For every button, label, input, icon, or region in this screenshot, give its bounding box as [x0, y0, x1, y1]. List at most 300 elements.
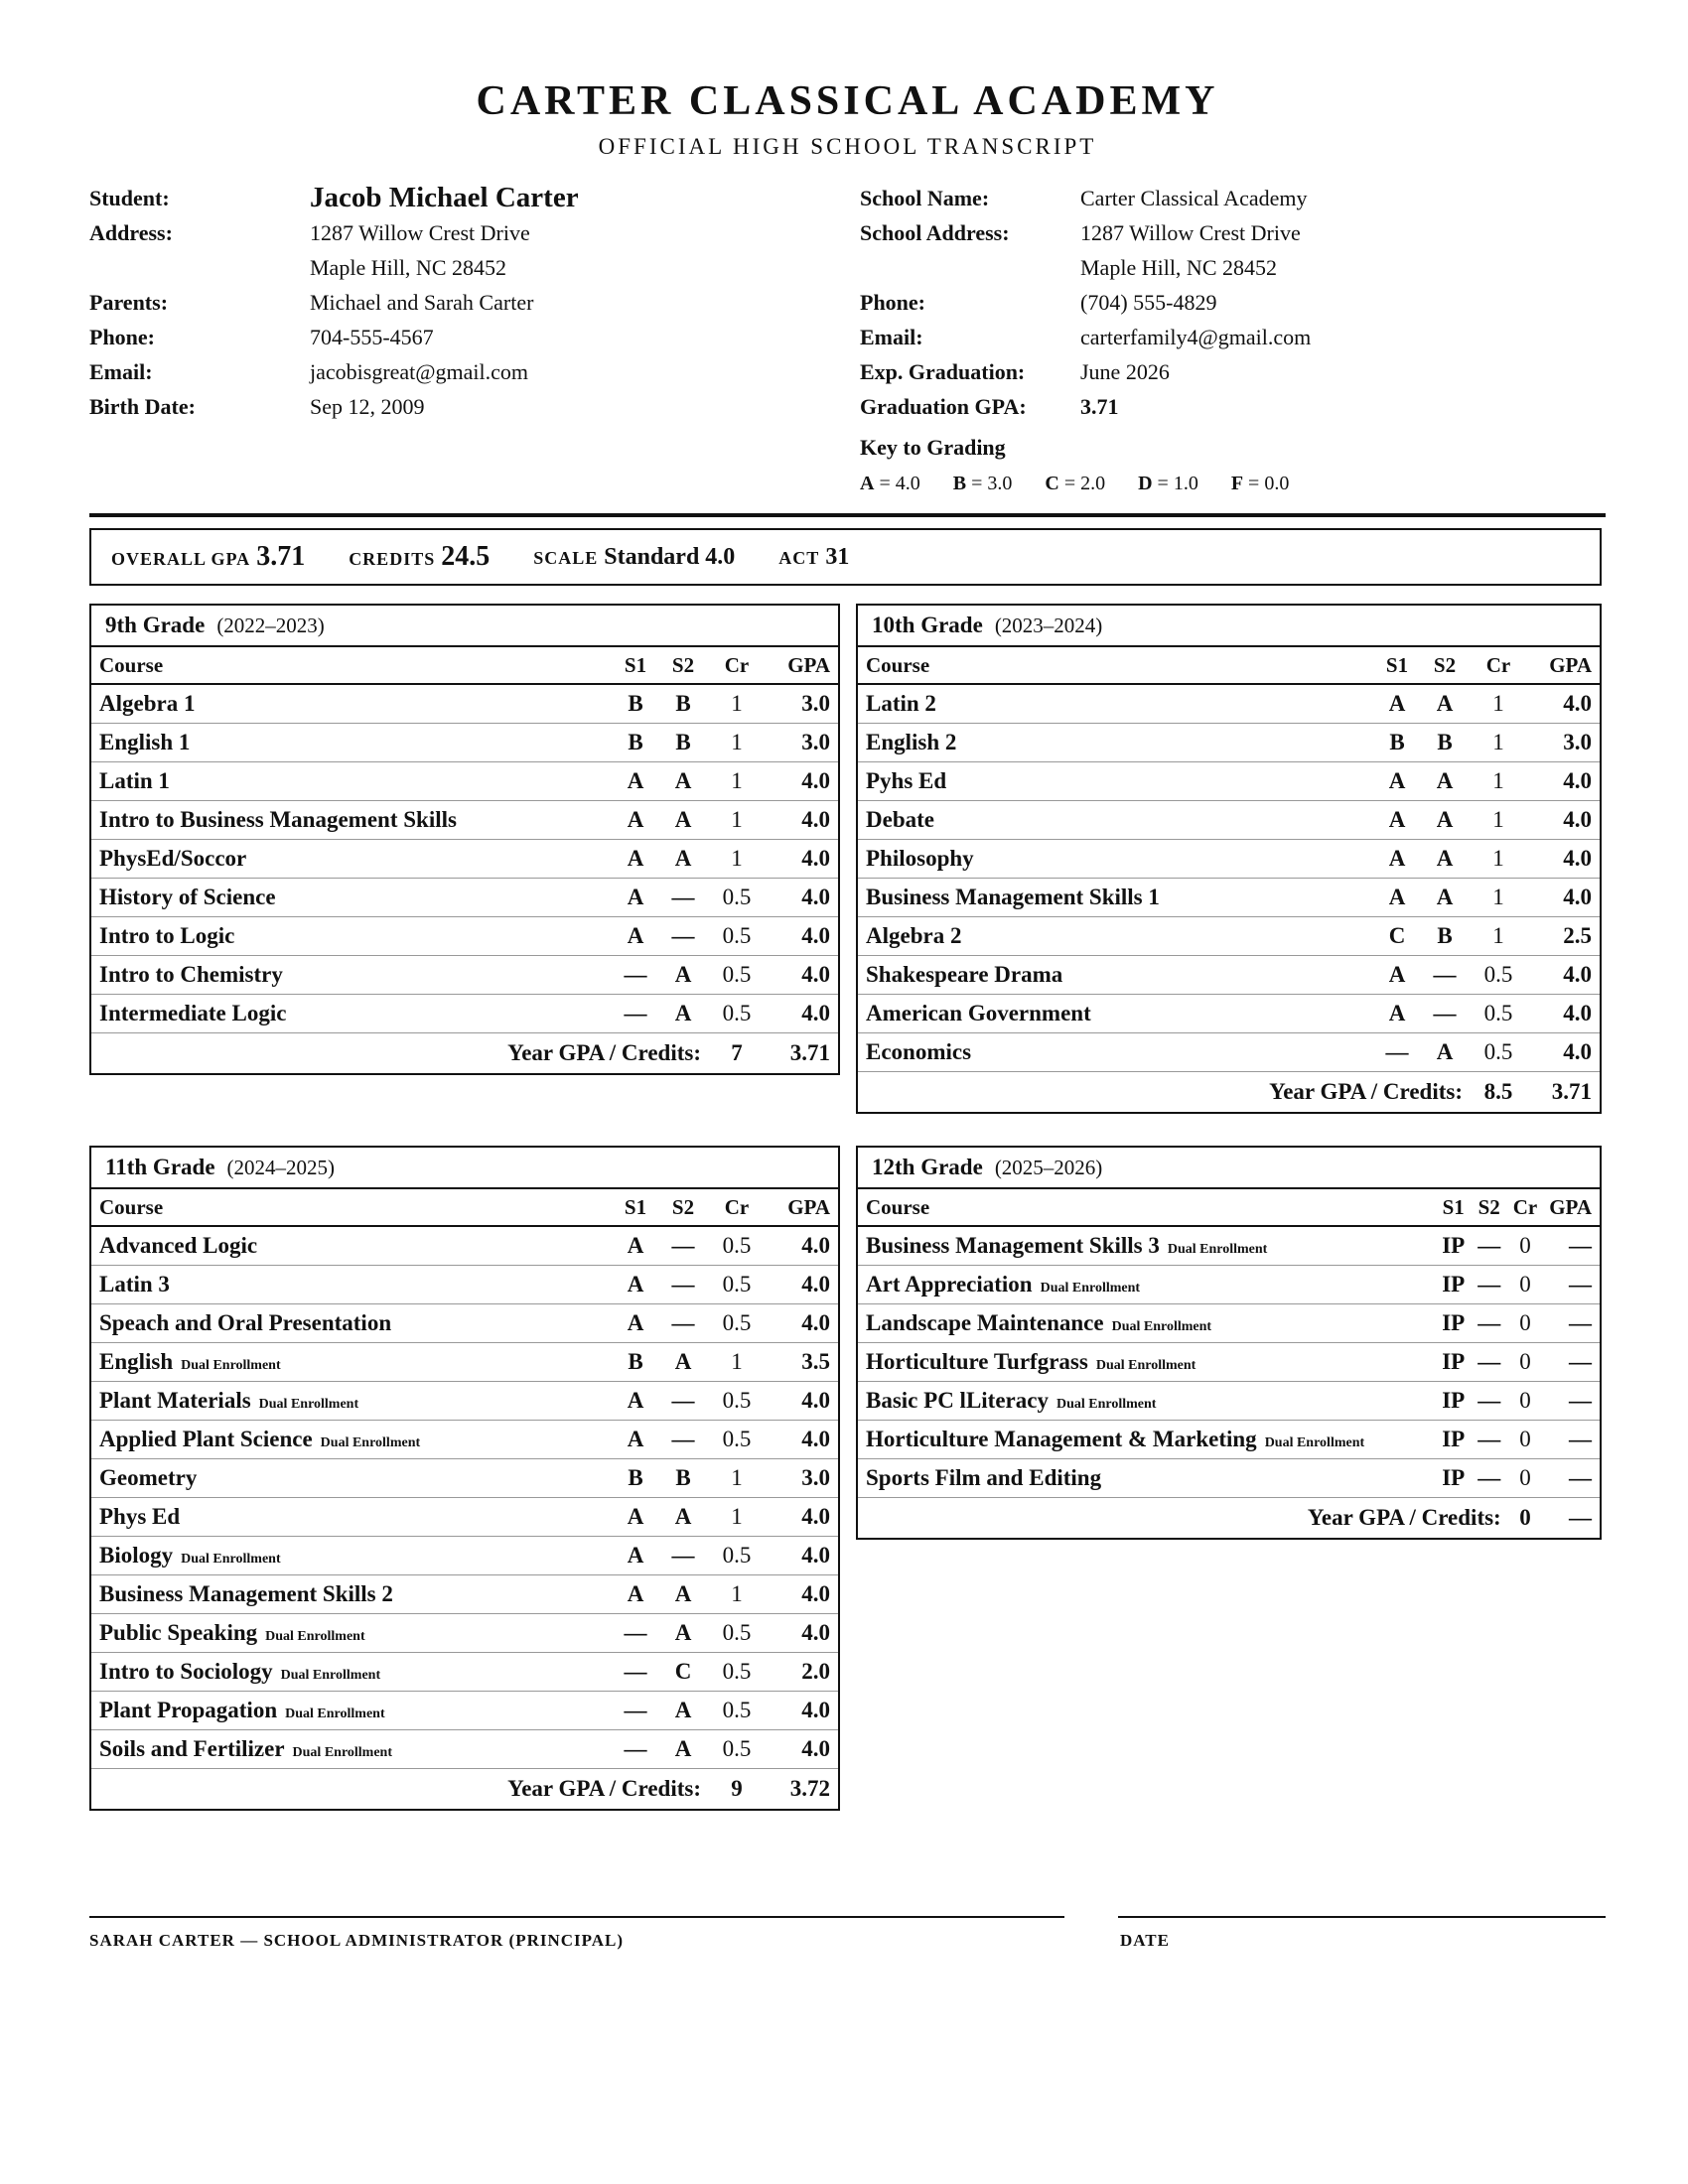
grading-key: [860, 466, 1606, 501]
semester2-grade: —: [1421, 956, 1469, 995]
course-title: English 2: [866, 730, 957, 754]
course-credits: 1: [707, 762, 767, 801]
course-title: Debate: [866, 807, 934, 832]
course-gpa: 4.0: [1528, 801, 1600, 840]
course-row: [91, 1730, 838, 1769]
course-credits: 0.5: [707, 1537, 767, 1575]
course-row: [91, 1653, 838, 1692]
course-row: [91, 762, 838, 801]
semester1-grade: —: [612, 1730, 659, 1769]
semester2-grade: —: [1421, 995, 1469, 1033]
credit-col-header: Cr: [707, 647, 767, 684]
birth-label: Birth Date:: [89, 394, 196, 419]
semester1-grade: A: [1373, 879, 1421, 917]
course-row: [858, 995, 1600, 1033]
course-name: [858, 917, 1373, 956]
course-name: [858, 801, 1373, 840]
course-row: [91, 801, 838, 840]
course-row: [91, 995, 838, 1033]
school-address-label: School Address:: [860, 220, 1010, 245]
course-gpa: 4.0: [767, 1304, 838, 1343]
school-address-line2: Maple Hill, NC 28452: [1080, 255, 1277, 280]
semester2-grade: —: [1472, 1459, 1507, 1498]
course-title: English: [99, 1349, 174, 1374]
course-title: Philosophy: [866, 846, 974, 871]
course-row: [858, 1033, 1600, 1072]
column-header-row: [91, 647, 838, 684]
course-name: [91, 1730, 612, 1769]
course-credits: 0: [1507, 1266, 1544, 1304]
course-name: [91, 1343, 612, 1382]
course-name: [858, 684, 1373, 724]
student-phone: 704-555-4567: [310, 325, 434, 349]
semester1-grade: A: [612, 762, 659, 801]
course-name: [91, 684, 612, 724]
course-row: [91, 724, 838, 762]
address-label: Address:: [89, 220, 173, 245]
course-credits: 1: [707, 801, 767, 840]
course-gpa: 3.5: [767, 1343, 838, 1382]
course-gpa: 4.0: [767, 1266, 838, 1304]
year-total-row: [91, 1033, 838, 1074]
grade-header: [858, 1148, 1600, 1189]
course-title: Art Appreciation: [866, 1272, 1033, 1297]
course-table: [858, 647, 1600, 1112]
act-score: ACT 31: [778, 543, 850, 570]
course-name: [91, 840, 612, 879]
grade-9-table: [89, 604, 840, 1075]
course-name: [91, 1304, 612, 1343]
semester1-grade: A: [612, 840, 659, 879]
course-row: [858, 1343, 1600, 1382]
course-row: [91, 1266, 838, 1304]
course-gpa: 4.0: [1528, 684, 1600, 724]
semester1-grade: B: [612, 684, 659, 724]
semester1-grade: IP: [1436, 1304, 1472, 1343]
grade-name: 10th Grade: [872, 613, 983, 637]
semester1-grade: —: [612, 1692, 659, 1730]
course-credits: 0: [1507, 1343, 1544, 1382]
course-name: [91, 1382, 612, 1421]
header-divider: [89, 513, 1606, 517]
semester2-grade: A: [1421, 762, 1469, 801]
signature-line: [89, 1916, 1064, 1918]
course-name: [91, 1498, 612, 1537]
year-total-credits: 7: [731, 1040, 743, 1065]
semester1-grade: IP: [1436, 1266, 1472, 1304]
school-phone: (704) 555-4829: [1080, 290, 1217, 315]
year-total-row: [858, 1072, 1600, 1113]
course-row: [858, 1304, 1600, 1343]
dual-enrollment-tag: Dual Enrollment: [1264, 1435, 1365, 1450]
course-credits: 0.5: [707, 1226, 767, 1266]
course-name: [91, 1575, 612, 1614]
course-title: Economics: [866, 1039, 972, 1064]
semester1-grade: A: [612, 1266, 659, 1304]
student-label: Student:: [89, 186, 170, 210]
school-email: carterfamily4@gmail.com: [1080, 325, 1312, 349]
course-gpa: 4.0: [767, 995, 838, 1033]
administrator-signature-label: SARAH CARTER — SCHOOL ADMINISTRATOR (PRINCIPAL): [89, 1931, 625, 1950]
grading-key-heading: Key to Grading: [860, 435, 1006, 460]
course-table: [91, 647, 838, 1073]
course-credits: 0.5: [707, 879, 767, 917]
student-info: [89, 181, 784, 424]
grade-12-table: [856, 1146, 1602, 1540]
course-credits: 0.5: [707, 995, 767, 1033]
course-name: [858, 1382, 1436, 1421]
course-credits: 1: [1469, 917, 1528, 956]
grade-years: (2023–2024): [994, 613, 1103, 637]
semester1-grade: A: [612, 1304, 659, 1343]
course-credits: 0.5: [707, 1304, 767, 1343]
semester2-grade: A: [659, 1614, 707, 1653]
course-credits: 1: [1469, 724, 1528, 762]
parents-label: Parents:: [89, 290, 169, 315]
course-name: [91, 1537, 612, 1575]
course-credits: 0.5: [707, 1614, 767, 1653]
semester2-grade: B: [659, 1459, 707, 1498]
course-title: Sports Film and Editing: [866, 1465, 1102, 1490]
year-total-credits: 0: [1519, 1505, 1531, 1530]
course-table: [91, 1189, 838, 1809]
semester2-grade: —: [659, 1382, 707, 1421]
course-title: Intro to Sociology: [99, 1659, 273, 1684]
course-title: Biology: [99, 1543, 174, 1568]
course-gpa: 4.0: [767, 1537, 838, 1575]
course-row: [91, 1537, 838, 1575]
course-credits: 0.5: [1469, 1033, 1528, 1072]
course-row: [91, 840, 838, 879]
semester1-grade: A: [1373, 684, 1421, 724]
semester1-grade: —: [612, 956, 659, 995]
course-title: Latin 1: [99, 768, 170, 793]
course-name: [858, 1033, 1373, 1072]
dual-enrollment-tag: Dual Enrollment: [1040, 1281, 1141, 1296]
semester2-grade: B: [1421, 724, 1469, 762]
overall-gpa: OVERALL GPA 3.71: [111, 541, 306, 572]
grad-date: June 2026: [1080, 359, 1170, 384]
semester2-grade: A: [1421, 1033, 1469, 1072]
gpa-col-header: GPA: [1528, 647, 1600, 684]
semester2-grade: —: [659, 1537, 707, 1575]
grade-name: 9th Grade: [105, 613, 206, 637]
student-email: jacobisgreat@gmail.com: [310, 359, 529, 384]
grad-gpa: 3.71: [1080, 394, 1119, 419]
course-gpa: 3.0: [767, 684, 838, 724]
course-name: [91, 995, 612, 1033]
course-row: [858, 762, 1600, 801]
gpa-col-header: GPA: [1543, 1189, 1600, 1226]
school-email-label: Email:: [860, 325, 923, 349]
course-row: [91, 1382, 838, 1421]
course-title: Business Management Skills 2: [99, 1581, 393, 1606]
year-total-label: Year GPA / Credits:: [1269, 1079, 1463, 1104]
grad-label: Exp. Graduation:: [860, 359, 1026, 384]
semester1-grade: —: [1373, 1033, 1421, 1072]
key-item: F = 0.0: [1230, 473, 1290, 494]
course-credits: 0.5: [707, 956, 767, 995]
course-row: [91, 1459, 838, 1498]
semester2-grade: A: [659, 1498, 707, 1537]
gpa-col-header: GPA: [767, 647, 838, 684]
dual-enrollment-tag: Dual Enrollment: [1095, 1358, 1196, 1373]
course-title: History of Science: [99, 885, 276, 909]
semester1-grade: C: [1373, 917, 1421, 956]
course-gpa: 4.0: [1528, 840, 1600, 879]
semester1-grade: A: [612, 1575, 659, 1614]
course-gpa: 4.0: [767, 879, 838, 917]
course-gpa: 3.0: [1528, 724, 1600, 762]
semester1-grade: A: [612, 1382, 659, 1421]
course-gpa: 4.0: [1528, 995, 1600, 1033]
year-total-credits: 8.5: [1483, 1079, 1513, 1104]
course-gpa: 4.0: [767, 1614, 838, 1653]
course-row: [91, 1498, 838, 1537]
semester1-grade: A: [612, 917, 659, 956]
course-gpa: —: [1543, 1421, 1600, 1459]
year-total-row: [91, 1769, 838, 1810]
course-credits: 0.5: [1469, 995, 1528, 1033]
column-header-row: [858, 647, 1600, 684]
semester2-grade: —: [1472, 1226, 1507, 1266]
course-credits: 1: [707, 1459, 767, 1498]
course-title: Intro to Chemistry: [99, 962, 283, 987]
semester1-grade: A: [1373, 762, 1421, 801]
dual-enrollment-tag: Dual Enrollment: [265, 1629, 365, 1644]
course-title: Business Management Skills 3: [866, 1233, 1160, 1258]
course-row: [858, 1382, 1600, 1421]
course-name: [91, 1266, 612, 1304]
dual-enrollment-tag: Dual Enrollment: [181, 1358, 281, 1373]
course-name: [858, 724, 1373, 762]
grade-header: [91, 606, 838, 647]
course-name: [91, 1614, 612, 1653]
course-name: [858, 1226, 1436, 1266]
total-credits: CREDITS 24.5: [349, 541, 491, 572]
s1-col-header: S1: [612, 647, 659, 684]
course-title: Public Speaking: [99, 1620, 258, 1645]
course-credits: 0: [1507, 1421, 1544, 1459]
course-credits: 1: [1469, 801, 1528, 840]
s1-col-header: S1: [1436, 1189, 1472, 1226]
semester2-grade: A: [659, 1575, 707, 1614]
course-name: [858, 1421, 1436, 1459]
course-row: [858, 1421, 1600, 1459]
year-total-label: Year GPA / Credits:: [507, 1776, 701, 1801]
dual-enrollment-tag: Dual Enrollment: [292, 1745, 393, 1760]
course-title: Plant Propagation: [99, 1698, 278, 1722]
s2-col-header: S2: [1472, 1189, 1507, 1226]
course-credits: 0.5: [707, 1653, 767, 1692]
semester2-grade: A: [659, 1692, 707, 1730]
semester2-grade: A: [659, 995, 707, 1033]
course-gpa: —: [1543, 1382, 1600, 1421]
course-title: Soils and Fertilizer: [99, 1736, 285, 1761]
course-credits: 1: [1469, 840, 1528, 879]
semester2-grade: —: [659, 1421, 707, 1459]
semester1-grade: A: [612, 1226, 659, 1266]
semester2-grade: C: [659, 1653, 707, 1692]
course-name: [858, 1304, 1436, 1343]
semester1-grade: A: [1373, 995, 1421, 1033]
semester2-grade: B: [659, 684, 707, 724]
course-title: Shakespeare Drama: [866, 962, 1063, 987]
s2-col-header: S2: [659, 647, 707, 684]
credit-col-header: Cr: [707, 1189, 767, 1226]
course-title: Horticulture Turfgrass: [866, 1349, 1088, 1374]
course-credits: 0.5: [707, 1266, 767, 1304]
school-address-line1: 1287 Willow Crest Drive: [1080, 220, 1301, 245]
course-gpa: —: [1543, 1266, 1600, 1304]
year-total-row: [858, 1498, 1600, 1539]
course-title: American Government: [866, 1001, 1091, 1025]
grade-header: [858, 606, 1600, 647]
dual-enrollment-tag: Dual Enrollment: [1167, 1242, 1268, 1257]
semester2-grade: B: [659, 724, 707, 762]
semester2-grade: —: [659, 879, 707, 917]
course-gpa: —: [1543, 1226, 1600, 1266]
grade-header: [91, 1148, 838, 1189]
course-row: [91, 1421, 838, 1459]
course-col-header: Course: [858, 1189, 1436, 1226]
phone-label: Phone:: [89, 325, 155, 349]
course-name: [91, 1226, 612, 1266]
student-address-line1: 1287 Willow Crest Drive: [310, 220, 530, 245]
dual-enrollment-tag: Dual Enrollment: [285, 1706, 385, 1721]
s1-col-header: S1: [612, 1189, 659, 1226]
course-name: [858, 762, 1373, 801]
email-label: Email:: [89, 359, 153, 384]
key-item: D = 1.0: [1138, 473, 1198, 494]
transcript-page: [89, 0, 1606, 2184]
semester2-grade: A: [1421, 801, 1469, 840]
course-title: Basic PC lLiteracy: [866, 1388, 1049, 1413]
parents-value: Michael and Sarah Carter: [310, 290, 534, 315]
semester2-grade: —: [1472, 1304, 1507, 1343]
course-row: [858, 879, 1600, 917]
course-name: [91, 917, 612, 956]
course-row: [91, 1304, 838, 1343]
course-credits: 1: [707, 724, 767, 762]
course-gpa: 4.0: [767, 1498, 838, 1537]
grade-years: (2025–2026): [994, 1155, 1103, 1179]
semester2-grade: A: [659, 1730, 707, 1769]
course-name: [858, 879, 1373, 917]
course-name: [91, 1653, 612, 1692]
course-row: [858, 917, 1600, 956]
course-title: Geometry: [99, 1465, 198, 1490]
course-gpa: 2.5: [1528, 917, 1600, 956]
course-name: [91, 956, 612, 995]
course-credits: 0.5: [707, 1421, 767, 1459]
course-name: [91, 762, 612, 801]
grad-gpa-label: Graduation GPA:: [860, 394, 1027, 419]
course-gpa: 4.0: [767, 840, 838, 879]
grade-name: 12th Grade: [872, 1155, 983, 1179]
course-name: [91, 1421, 612, 1459]
semester1-grade: A: [612, 879, 659, 917]
course-credits: 1: [707, 1498, 767, 1537]
semester2-grade: B: [1421, 917, 1469, 956]
semester1-grade: B: [612, 1343, 659, 1382]
course-title: Intermediate Logic: [99, 1001, 287, 1025]
course-title: English 1: [99, 730, 191, 754]
course-row: [858, 724, 1600, 762]
course-name: [858, 995, 1373, 1033]
course-title: Pyhs Ed: [866, 768, 947, 793]
course-credits: 1: [707, 840, 767, 879]
semester1-grade: A: [1373, 801, 1421, 840]
course-title: Horticulture Management & Marketing: [866, 1427, 1257, 1451]
semester1-grade: A: [612, 801, 659, 840]
course-gpa: 4.0: [767, 1421, 838, 1459]
dual-enrollment-tag: Dual Enrollment: [258, 1397, 359, 1412]
course-title: Plant Materials: [99, 1388, 251, 1413]
dual-enrollment-tag: Dual Enrollment: [280, 1668, 381, 1683]
school-title: CARTER CLASSICAL ACADEMY: [476, 78, 1219, 124]
course-name: [858, 956, 1373, 995]
semester1-grade: B: [612, 1459, 659, 1498]
grade-11-table: [89, 1146, 840, 1811]
semester2-grade: —: [659, 1266, 707, 1304]
course-gpa: —: [1543, 1304, 1600, 1343]
course-row: [858, 1459, 1600, 1498]
date-label: DATE: [1120, 1931, 1170, 1950]
course-row: [91, 1575, 838, 1614]
summary-bar: [89, 528, 1602, 586]
gpa-col-header: GPA: [767, 1189, 838, 1226]
course-title: PhysEd/Soccor: [99, 846, 247, 871]
course-row: [858, 1266, 1600, 1304]
course-name: [91, 1459, 612, 1498]
student-address-line2: Maple Hill, NC 28452: [310, 255, 506, 280]
year-total-gpa: —: [1569, 1505, 1592, 1530]
semester2-grade: —: [659, 1304, 707, 1343]
year-total-label: Year GPA / Credits:: [1307, 1505, 1501, 1530]
semester2-grade: A: [659, 801, 707, 840]
year-total-gpa: 3.71: [789, 1040, 830, 1065]
course-col-header: Course: [91, 647, 612, 684]
transcript-subtitle: OFFICIAL HIGH SCHOOL TRANSCRIPT: [598, 134, 1097, 159]
key-item: A = 4.0: [860, 473, 920, 494]
course-name: [858, 840, 1373, 879]
date-line: [1118, 1916, 1606, 1918]
semester1-grade: —: [612, 1653, 659, 1692]
semester2-grade: —: [1472, 1421, 1507, 1459]
school-name-label: School Name:: [860, 186, 990, 210]
course-credits: 0: [1507, 1304, 1544, 1343]
course-gpa: 4.0: [767, 801, 838, 840]
course-gpa: 4.0: [767, 917, 838, 956]
course-row: [858, 1226, 1600, 1266]
course-name: [858, 1459, 1436, 1498]
semester2-grade: —: [1472, 1266, 1507, 1304]
semester2-grade: A: [1421, 684, 1469, 724]
semester2-grade: —: [1472, 1343, 1507, 1382]
course-gpa: 4.0: [1528, 762, 1600, 801]
course-credits: 0: [1507, 1226, 1544, 1266]
course-credits: 1: [707, 1343, 767, 1382]
course-row: [91, 956, 838, 995]
grade-years: (2024–2025): [226, 1155, 336, 1179]
course-row: [858, 684, 1600, 724]
course-gpa: 4.0: [1528, 879, 1600, 917]
course-title: Algebra 1: [99, 691, 196, 716]
course-gpa: —: [1543, 1459, 1600, 1498]
course-title: Business Management Skills 1: [866, 885, 1160, 909]
key-item: C = 2.0: [1045, 473, 1106, 494]
